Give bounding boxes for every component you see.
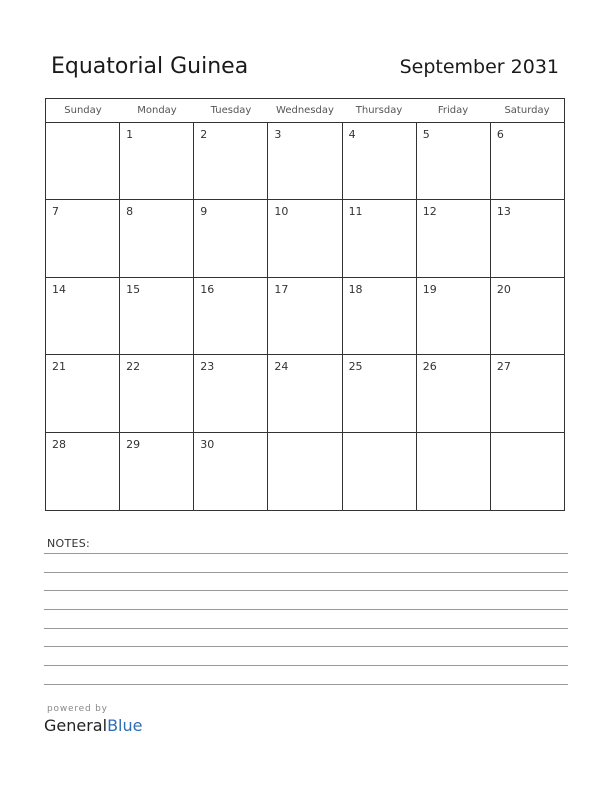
day-number: 3 (274, 128, 282, 141)
notes-label: NOTES: (47, 537, 91, 550)
day-cell (417, 433, 491, 510)
day-cell (491, 200, 564, 276)
day-number: 18 (348, 282, 363, 296)
day-number: 22 (126, 360, 141, 374)
day-number: 11 (348, 205, 363, 219)
note-line (44, 609, 568, 610)
powered-by-text: powered by (47, 704, 108, 714)
day-cell (268, 278, 342, 354)
week-row-3 (46, 278, 564, 355)
day-number: 8 (126, 205, 134, 219)
day-number: 13 (496, 205, 511, 219)
note-line (44, 572, 568, 573)
day-cell (491, 278, 564, 354)
day-cell (46, 200, 120, 276)
day-cell (194, 200, 268, 276)
brand-general-text: General (44, 716, 108, 735)
day-number: 21 (52, 360, 66, 374)
week-row-1 (46, 123, 564, 200)
day-cell (194, 433, 268, 510)
day-cell (417, 200, 491, 276)
day-number: 17 (274, 282, 289, 296)
day-number: 7 (52, 205, 59, 219)
brand-blue-text: Blue (107, 716, 143, 735)
day-cell (343, 355, 417, 431)
day-number: 9 (200, 205, 208, 219)
weekday-saturday: Saturday (504, 105, 550, 116)
day-number: 30 (200, 437, 215, 451)
weekday-header (46, 99, 564, 123)
day-cell (120, 355, 194, 431)
country-title: Equatorial Guinea (51, 54, 249, 79)
day-cell (194, 123, 268, 199)
day-number: 6 (496, 128, 504, 141)
note-line (44, 646, 568, 647)
day-number: 2 (200, 128, 208, 141)
day-number: 24 (274, 360, 289, 374)
day-number: 28 (52, 437, 66, 451)
day-cell (268, 433, 342, 510)
week-row-5 (46, 433, 564, 510)
weekday-tuesday: Tuesday (210, 105, 252, 116)
day-cell (120, 433, 194, 510)
weekday-wednesday: Wednesday (276, 105, 334, 116)
day-cell (194, 355, 268, 431)
day-cell (268, 123, 342, 199)
day-number: 23 (200, 360, 215, 374)
day-cell (194, 278, 268, 354)
day-number: 12 (422, 205, 437, 219)
day-number: 26 (422, 360, 437, 374)
note-line (44, 684, 568, 685)
day-cell (120, 123, 194, 199)
day-number: 20 (496, 282, 511, 296)
day-cell (417, 278, 491, 354)
weekday-friday: Friday (437, 105, 469, 116)
weekday-monday: Monday (137, 105, 177, 116)
weekday-sunday: Sunday (64, 105, 102, 116)
day-number: 19 (422, 282, 437, 296)
day-cell (120, 200, 194, 276)
day-number: 14 (52, 282, 66, 296)
day-cell (120, 278, 194, 354)
note-line (44, 590, 568, 591)
day-number: 4 (348, 128, 356, 141)
day-number: 15 (126, 282, 141, 296)
week-row-4 (46, 355, 564, 432)
day-cell (343, 278, 417, 354)
day-cell (343, 200, 417, 276)
day-number: 16 (200, 282, 215, 296)
day-number: 5 (422, 128, 430, 141)
day-cell (343, 433, 417, 510)
weekday-thursday: Thursday (355, 105, 403, 116)
week-row-2 (46, 200, 564, 277)
day-cell (417, 355, 491, 431)
day-cell (46, 123, 120, 199)
day-cell (46, 278, 120, 354)
day-number: 27 (496, 360, 511, 374)
note-line (44, 628, 568, 629)
generalblue-logo[interactable] (44, 716, 142, 735)
day-number: 10 (274, 205, 289, 219)
day-cell (491, 433, 564, 510)
day-cell (417, 123, 491, 199)
day-cell (268, 200, 342, 276)
note-line (44, 665, 568, 666)
day-cell (46, 433, 120, 510)
day-number: 29 (126, 437, 141, 451)
day-cell (491, 123, 564, 199)
day-cell (491, 355, 564, 431)
day-cell (268, 355, 342, 431)
day-number: 1 (126, 128, 134, 141)
calendar-grid (45, 98, 565, 511)
day-cell (343, 123, 417, 199)
day-cell (46, 355, 120, 431)
note-line (44, 553, 568, 554)
day-number: 25 (348, 360, 363, 374)
month-year-title: September 2031 (399, 56, 559, 78)
